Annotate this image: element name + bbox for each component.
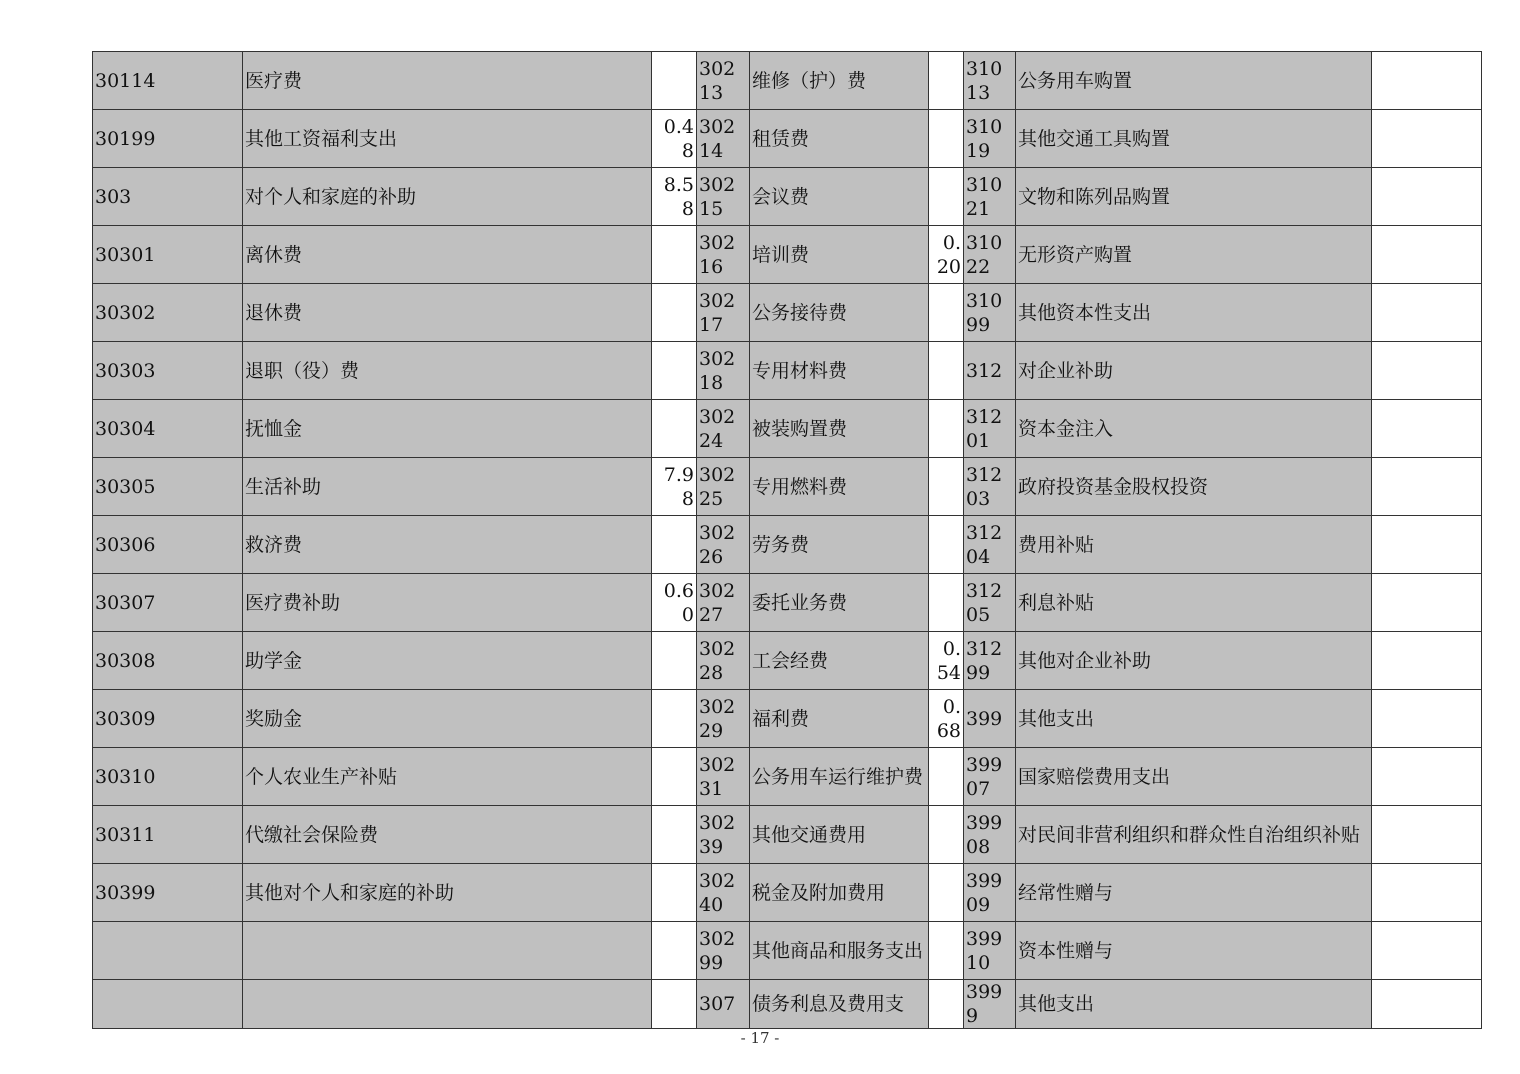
code-1-cell: 30306 [93,516,243,574]
item-2-cell: 培训费 [750,226,929,284]
item-1-cell: 助学金 [243,632,652,690]
value-2-cell: 0.20 [929,226,964,284]
item-2-cell: 被装购置费 [750,400,929,458]
table-row [93,52,1482,110]
item-2-cell: 工会经费 [750,632,929,690]
item-3-cell: 其他对企业补助 [1016,632,1372,690]
item-1-cell: 抚恤金 [243,400,652,458]
code-3-cell: 31019 [964,110,1016,168]
value-1-cell [652,516,697,574]
code-2-cell: 307 [697,980,750,1029]
item-1-cell [243,922,652,980]
table-row [93,226,1482,284]
code-1-cell: 30303 [93,342,243,400]
code-3-cell: 31204 [964,516,1016,574]
value-2-cell [929,864,964,922]
value-2-cell [929,922,964,980]
item-3-cell: 对企业补助 [1016,342,1372,400]
code-3-cell: 31021 [964,168,1016,226]
code-1-cell: 30304 [93,400,243,458]
value-2-cell [929,342,964,400]
item-1-cell: 退职（役）费 [243,342,652,400]
table-row [93,806,1482,864]
code-3-cell: 3999 [964,980,1016,1029]
item-2-cell: 公务用车运行维护费 [750,748,929,806]
item-3-cell: 利息补贴 [1016,574,1372,632]
code-2-cell: 30225 [697,458,750,516]
table-row [93,864,1482,922]
code-1-cell: 303 [93,168,243,226]
code-1-cell: 30311 [93,806,243,864]
table-row [93,342,1482,400]
value-1-cell: 0.60 [652,574,697,632]
code-3-cell: 39909 [964,864,1016,922]
item-3-cell: 其他交通工具购置 [1016,110,1372,168]
code-2-cell: 30229 [697,690,750,748]
table-row [93,748,1482,806]
code-1-cell: 30114 [93,52,243,110]
value-2-cell [929,458,964,516]
item-2-cell: 公务接待费 [750,284,929,342]
code-2-cell: 30216 [697,226,750,284]
code-3-cell: 39908 [964,806,1016,864]
item-2-cell: 专用燃料费 [750,458,929,516]
item-3-cell: 费用补贴 [1016,516,1372,574]
value-2-cell [929,806,964,864]
item-2-cell: 其他交通费用 [750,806,929,864]
value-1-cell [652,226,697,284]
code-2-cell: 30227 [697,574,750,632]
item-2-cell: 其他商品和服务支出 [750,922,929,980]
value-2-cell [929,980,964,1029]
item-1-cell: 奖励金 [243,690,652,748]
item-3-cell: 对民间非营利组织和群众性自治组织补贴 [1016,806,1372,864]
code-2-cell: 30299 [697,922,750,980]
item-2-cell: 维修（护）费 [750,52,929,110]
value-3-cell [1372,284,1482,342]
code-1-cell: 30309 [93,690,243,748]
value-2-cell [929,574,964,632]
item-3-cell: 其他资本性支出 [1016,284,1372,342]
item-2-cell: 委托业务费 [750,574,929,632]
code-1-cell [93,922,243,980]
code-1-cell [93,980,243,1029]
code-3-cell: 39910 [964,922,1016,980]
item-1-cell: 生活补助 [243,458,652,516]
code-2-cell: 30228 [697,632,750,690]
item-1-cell: 医疗费 [243,52,652,110]
table-row [93,110,1482,168]
value-3-cell [1372,226,1482,284]
value-1-cell [652,980,697,1029]
item-1-cell: 对个人和家庭的补助 [243,168,652,226]
item-3-cell: 经常性赠与 [1016,864,1372,922]
value-3-cell [1372,516,1482,574]
code-3-cell: 31022 [964,226,1016,284]
table-row [93,400,1482,458]
value-2-cell: 0.68 [929,690,964,748]
item-3-cell: 资本金注入 [1016,400,1372,458]
code-1-cell: 30305 [93,458,243,516]
value-1-cell: 0.48 [652,110,697,168]
value-3-cell [1372,342,1482,400]
code-3-cell: 39907 [964,748,1016,806]
table-row [93,922,1482,980]
value-3-cell [1372,980,1482,1029]
value-1-cell [652,342,697,400]
item-3-cell: 其他支出 [1016,690,1372,748]
table-row [93,574,1482,632]
item-1-cell: 退休费 [243,284,652,342]
item-2-cell: 劳务费 [750,516,929,574]
code-3-cell: 31299 [964,632,1016,690]
value-1-cell [652,400,697,458]
value-3-cell [1372,748,1482,806]
value-3-cell [1372,806,1482,864]
value-3-cell [1372,574,1482,632]
value-2-cell [929,400,964,458]
value-3-cell [1372,864,1482,922]
code-2-cell: 30240 [697,864,750,922]
value-1-cell [652,864,697,922]
item-2-cell: 福利费 [750,690,929,748]
item-1-cell [243,980,652,1029]
value-3-cell [1372,690,1482,748]
value-1-cell: 8.58 [652,168,697,226]
table-row [93,284,1482,342]
code-1-cell: 30199 [93,110,243,168]
code-2-cell: 30214 [697,110,750,168]
code-2-cell: 30226 [697,516,750,574]
item-2-cell: 税金及附加费用 [750,864,929,922]
code-2-cell: 30224 [697,400,750,458]
table-body [93,52,1482,1029]
code-3-cell: 31099 [964,284,1016,342]
value-3-cell [1372,168,1482,226]
table-row [93,980,1482,1029]
value-3-cell [1372,52,1482,110]
item-3-cell: 文物和陈列品购置 [1016,168,1372,226]
code-1-cell: 30310 [93,748,243,806]
code-2-cell: 30231 [697,748,750,806]
table-row [93,168,1482,226]
table-row [93,458,1482,516]
table-row [93,516,1482,574]
code-2-cell: 30217 [697,284,750,342]
value-2-cell: 0.54 [929,632,964,690]
code-1-cell: 30308 [93,632,243,690]
code-1-cell: 30301 [93,226,243,284]
value-1-cell [652,922,697,980]
code-1-cell: 30302 [93,284,243,342]
item-3-cell: 公务用车购置 [1016,52,1372,110]
value-2-cell [929,284,964,342]
value-2-cell [929,110,964,168]
code-1-cell: 30399 [93,864,243,922]
value-1-cell [652,52,697,110]
item-3-cell: 资本性赠与 [1016,922,1372,980]
code-3-cell: 312 [964,342,1016,400]
code-1-cell: 30307 [93,574,243,632]
table-row [93,632,1482,690]
item-2-cell: 租赁费 [750,110,929,168]
code-2-cell: 30215 [697,168,750,226]
item-1-cell: 其他对个人和家庭的补助 [243,864,652,922]
item-2-cell: 专用材料费 [750,342,929,400]
item-1-cell: 离休费 [243,226,652,284]
value-3-cell [1372,110,1482,168]
item-1-cell: 代缴社会保险费 [243,806,652,864]
item-3-cell: 其他支出 [1016,980,1372,1029]
item-1-cell: 个人农业生产补贴 [243,748,652,806]
value-3-cell [1372,632,1482,690]
value-2-cell [929,516,964,574]
value-1-cell [652,806,697,864]
value-1-cell [652,748,697,806]
code-3-cell: 399 [964,690,1016,748]
code-3-cell: 31205 [964,574,1016,632]
code-2-cell: 30239 [697,806,750,864]
value-1-cell: 7.98 [652,458,697,516]
code-2-cell: 30213 [697,52,750,110]
page-number: - 17 - [740,1029,780,1047]
value-1-cell [652,632,697,690]
code-3-cell: 31201 [964,400,1016,458]
code-2-cell: 30218 [697,342,750,400]
value-1-cell [652,284,697,342]
value-2-cell [929,52,964,110]
budget-table [92,51,1482,1029]
value-1-cell [652,690,697,748]
item-1-cell: 其他工资福利支出 [243,110,652,168]
item-2-cell: 会议费 [750,168,929,226]
item-3-cell: 国家赔偿费用支出 [1016,748,1372,806]
item-1-cell: 救济费 [243,516,652,574]
code-3-cell: 31013 [964,52,1016,110]
value-2-cell [929,748,964,806]
item-2-cell: 债务利息及费用支 [750,980,929,1029]
value-3-cell [1372,458,1482,516]
item-3-cell: 无形资产购置 [1016,226,1372,284]
value-2-cell [929,168,964,226]
value-3-cell [1372,922,1482,980]
table-row [93,690,1482,748]
item-1-cell: 医疗费补助 [243,574,652,632]
item-3-cell: 政府投资基金股权投资 [1016,458,1372,516]
code-3-cell: 31203 [964,458,1016,516]
value-3-cell [1372,400,1482,458]
